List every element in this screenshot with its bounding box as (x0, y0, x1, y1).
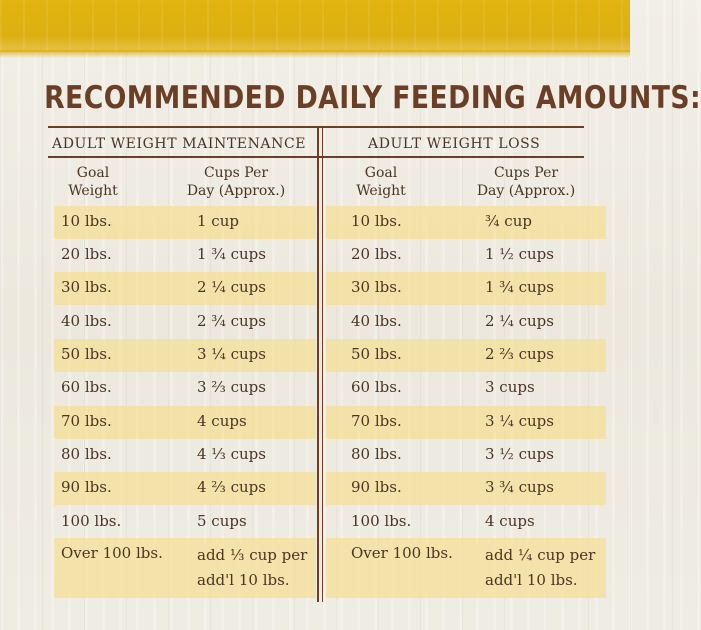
maintenance-cups-cell: 4 ⅓ cups (197, 445, 266, 463)
maintenance-cups-cell: 2 ¾ cups (197, 312, 266, 330)
loss-cups-cell: 3 ¼ cups (485, 412, 554, 430)
loss-cups-cell: 3 ¾ cups (485, 478, 554, 496)
maintenance-cups-cell: 4 ⅔ cups (197, 478, 266, 496)
top-yellow-band (0, 0, 630, 52)
maintenance-weight-cell: Over 100 lbs. (61, 544, 163, 562)
table-top-rule (48, 126, 584, 128)
maintenance-weight-cell: 20 lbs. (61, 245, 112, 263)
loss-weight-cell: 100 lbs. (351, 512, 412, 530)
loss-cups-header: Cups Per Day (Approx.) (476, 165, 576, 199)
loss-weight-cell: 90 lbs. (351, 478, 402, 496)
section-heading-rule (48, 156, 584, 158)
loss-cups-cell: 1 ¾ cups (485, 278, 554, 296)
loss-cups-cell: 3 cups (485, 378, 535, 396)
loss-weight-cell: Over 100 lbs. (351, 544, 453, 562)
loss-cups-cell: 3 ½ cups (485, 445, 554, 463)
loss-weight-cell: 80 lbs. (351, 445, 402, 463)
loss-weight-cell: 20 lbs. (351, 245, 402, 263)
loss-weight-cell: 50 lbs. (351, 345, 402, 363)
loss-weight-cell: 30 lbs. (351, 278, 402, 296)
loss-cups-cell: ¾ cup (485, 212, 532, 230)
page-title: RECOMMENDED DAILY FEEDING AMOUNTS: (44, 80, 701, 116)
loss-weight-cell: 60 lbs. (351, 378, 402, 396)
loss-cups-cell: 2 ¼ cups (485, 312, 554, 330)
maintenance-weight-cell: 100 lbs. (61, 512, 122, 530)
loss-weight-cell: 10 lbs. (351, 212, 402, 230)
loss-heading: ADULT WEIGHT LOSS (368, 136, 541, 152)
maintenance-weight-cell: 30 lbs. (61, 278, 112, 296)
maintenance-cups-header: Cups Per Day (Approx.) (186, 165, 286, 199)
loss-cups-cell: 2 ⅔ cups (485, 345, 554, 363)
column-divider (317, 126, 319, 602)
maintenance-weight-cell: 50 lbs. (61, 345, 112, 363)
loss-weight-header: Goal Weight (356, 165, 406, 199)
maintenance-cups-cell: 2 ¼ cups (197, 278, 266, 296)
loss-cups-cell: 1 ½ cups (485, 245, 554, 263)
loss-cups-cell: add ¼ cup per add'l 10 lbs. (485, 546, 596, 589)
loss-weight-cell: 70 lbs. (351, 412, 402, 430)
loss-cups-cell: 4 cups (485, 512, 535, 530)
maintenance-cups-cell: add ⅓ cup per add'l 10 lbs. (197, 546, 308, 589)
maintenance-weight-header: Goal Weight (68, 165, 118, 199)
maintenance-cups-cell: 5 cups (197, 512, 247, 530)
loss-weight-cell: 40 lbs. (351, 312, 402, 330)
maintenance-weight-cell: 80 lbs. (61, 445, 112, 463)
maintenance-weight-cell: 60 lbs. (61, 378, 112, 396)
maintenance-cups-cell: 1 cup (197, 212, 239, 230)
column-divider-inner (322, 126, 323, 602)
maintenance-weight-cell: 40 lbs. (61, 312, 112, 330)
maintenance-weight-cell: 70 lbs. (61, 412, 112, 430)
maintenance-weight-cell: 90 lbs. (61, 478, 112, 496)
maintenance-cups-cell: 3 ¼ cups (197, 345, 266, 363)
maintenance-heading: ADULT WEIGHT MAINTENANCE (52, 136, 307, 152)
maintenance-cups-cell: 4 cups (197, 412, 247, 430)
maintenance-cups-cell: 1 ¾ cups (197, 245, 266, 263)
maintenance-cups-cell: 3 ⅔ cups (197, 378, 266, 396)
maintenance-weight-cell: 10 lbs. (61, 212, 112, 230)
